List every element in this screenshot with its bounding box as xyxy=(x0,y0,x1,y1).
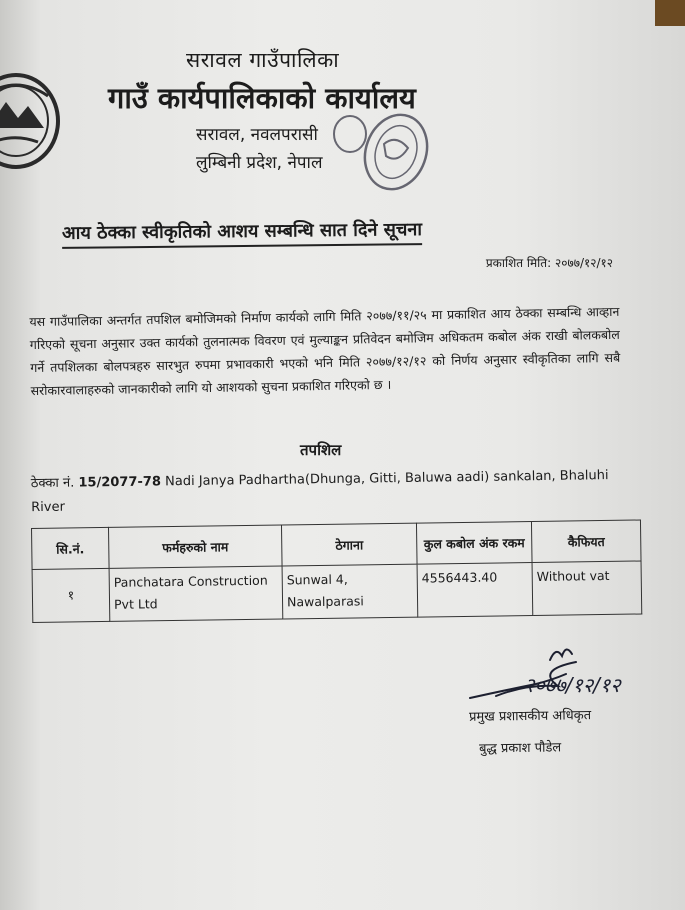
address-line-1: सरावल, नवलपरासी xyxy=(196,125,318,145)
contract-line xyxy=(31,464,632,520)
bid-table xyxy=(31,519,642,623)
cell-firm-name: Panchatara Construction Pvt Ltd xyxy=(109,566,283,621)
contract-label: ठेक्का नं. xyxy=(30,475,75,492)
contract-description: Nadi Janya Padhartha(Dhunga, Gitti, Baluwa aadi) sankalan, Bhaluhi River xyxy=(31,468,609,516)
cell-amount: 4556443.40 xyxy=(417,563,533,618)
background-strip xyxy=(655,0,685,26)
office-name: गाउँ कार्यपालिकाको कार्यालय xyxy=(108,81,416,115)
section-heading: तपशिल xyxy=(300,441,342,459)
cell-serial: १ xyxy=(32,568,110,622)
header-remarks: कैफियत xyxy=(531,520,641,563)
cell-address: Sunwal 4, Nawalparasi xyxy=(282,564,418,619)
emblem-logo-icon xyxy=(0,66,62,176)
municipality-name: सरावल गाउँपालिका xyxy=(186,48,340,72)
notice-body: यस गाउँपालिका अन्तर्गत तपशिल बमोजिमको निर्माण कार्यको लागि मिति २०७७/११/२५ मा प्रकाशित आय ठेक्का सम्बन्धि आव्हान गरिएको सूचना अनुसार उक्त कार्यको तुलनात्मक विवरण एवं मुल्याङ्कन प्रतिवेदन बमोजिम अधिकतम कबोल अंक राखी बोलकबोल गर्ने तपशिलका बोलपत्रहरु सारभुत रुपमा प्रभावकारी भएको भनि मिति २०७७/१२/१२ को निर्णय अनुसार स्वीकृतिका लागि सबै सरोकारवालाहरुको जानकारीको लागि यो आशयको सुचना प्रकाशित गरिएको छ । xyxy=(29,303,621,399)
header-serial: सि.नं. xyxy=(32,527,110,569)
address-line-2: लुम्बिनी प्रदेश, नेपाल xyxy=(196,153,323,173)
signatory-name: बुद्ध प्रकाश पौडेल xyxy=(478,740,562,757)
official-stamp-icon xyxy=(312,104,430,196)
cell-remarks: Without vat xyxy=(532,561,642,616)
signature-icon xyxy=(466,640,646,710)
contract-number: 15/2077-78 xyxy=(78,474,162,491)
header-firm-name: फर्महरुको नाम xyxy=(108,525,282,568)
signature-date: २०७७/१२/१२ xyxy=(524,673,621,697)
published-date: प्रकाशित मिति: २०७७/१२/१२ xyxy=(485,256,613,270)
notice-title: आय ठेक्का स्वीकृतिको आशय सम्बन्धि सात दिने सूचना xyxy=(62,217,422,249)
table-row xyxy=(32,561,642,622)
header-amount: कुल कबोल अंक रकम xyxy=(416,522,532,565)
signatory-designation: प्रमुख प्रशासकीय अधिकृत xyxy=(468,708,592,725)
header-address: ठेगाना xyxy=(281,523,417,566)
